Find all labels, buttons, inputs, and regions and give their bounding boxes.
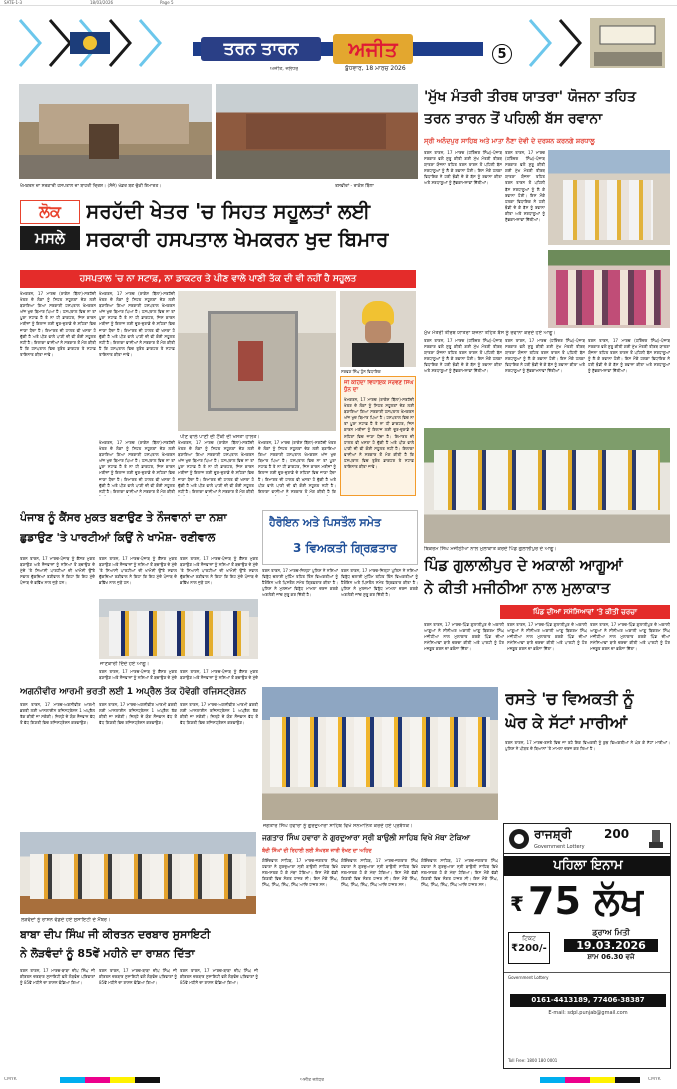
lok-masle-body-col-1: ਖੇਮਕਰਨ, 17 ਮਾਰਚ (ਰਾਕੇਸ਼ ਬਿੱਲਾ)-ਸਰਹੱਦੀ ਖੇਤਰ ਦੇ ਲੋਕਾਂ ਨੂੰ ਸਿਹਤ ਸਹੂਲਤਾਂ ਦੇਣ ਲਈ ਬਣਾਇਆ ਗਿਆ ਸਰਕਾਰੀ ਹਸਪਤਾਲ ਖੇਮਕਰਨ ਅੱਜ ਖੁਦ ਬਿਮਾਰ ਪਿਆ ਹੈ। ਹਸਪਤਾਲ ਵਿਚ ਨਾ ਤਾਂ ਪੂਰਾ ਸਟਾਫ਼ ਹੈ ਤੇ ਨਾ ਹੀ ਡਾਕਟਰ, ਜਿਸ ਕਾਰਨ ਮਰੀਜ਼ਾਂ ਨੂੰ ਇਲਾਜ ਲਈ ਦੂਰ-ਦੁਰਾਡੇ ਦੇ ਸ਼ਹਿਰਾਂ ਵਿਚ ਜਾਣਾ ਪੈਂਦਾ ਹੈ। ਇਮਾਰਤ ਦੀ ਹਾਲਤ ਵੀ ਖਸਤਾ ਹੋ ਚੁੱਕੀ ਹੈ ਅਤੇ ਪੀਣ ਵਾਲੇ ਪਾਣੀ ਦੀ ਵੀ ਕੋਈ ਸਹੂਲਤ ਨਹੀਂ ਹੈ। ਇਲਾਕਾ ਵਾਸੀਆਂ ਨੇ ਸਰਕਾਰ ਤੋਂ ਮੰਗ ਕੀਤੀ ਹੈ ਕਿ ਹਸਪਤਾਲ ਵਿਚ ਤੁਰੰਤ ਡਾਕਟਰ ਤੇ ਸਟਾਫ਼ ਤਾਇਨਾਤ ਕੀਤਾ ਜਾਵੇ। [20, 291, 96, 357]
majithia-body-col-3: ਤਰਨ ਤਾਰਨ, 17 ਮਾਰਚ-ਪਿੰਡ ਗੁਲਾਲੀਪੁਰ ਦੇ ਅਕਾਲੀ ਆਗੂਆਂ ਨੇ ਸੀਨੀਅਰ ਅਕਾਲੀ ਆਗੂ ਬਿਕਰਮ ਸਿੰਘ ਮਜੀਠੀਆ ਨਾਲ ਮੁਲਾਕਾਤ ਕਰਕੇ ਪਿੰਡ ਦੀਆਂ ਸਮੱਸਿਆਵਾਂ ਬਾਰੇ ਚਰਚਾ ਕੀਤੀ ਅਤੇ ਪਾਰਟੀ ਨੂੰ ਹੋਰ ਮਜ਼ਬੂਤ ਕਰਨ ਦਾ ਭਰੋਸਾ ਦਿੱਤਾ। [590, 622, 670, 652]
color-registration-bar-right [540, 1077, 640, 1083]
heroin-headline-1: ਹੈਰੋਇਨ ਅਤੇ ਪਿਸਤੌਲ ਸਮੇਤ [269, 516, 382, 529]
lok-masle-body-col-3: ਖੇਮਕਰਨ, 17 ਮਾਰਚ (ਰਾਕੇਸ਼ ਬਿੱਲਾ)-ਸਰਹੱਦੀ ਖੇਤਰ ਦੇ ਲੋਕਾਂ ਨੂੰ ਸਿਹਤ ਸਹੂਲਤਾਂ ਦੇਣ ਲਈ ਬਣਾਇਆ ਗਿਆ ਸਰਕਾਰੀ ਹਸਪਤਾਲ ਖੇਮਕਰਨ ਅੱਜ ਖੁਦ ਬਿਮਾਰ ਪਿਆ ਹੈ। ਹਸਪਤਾਲ ਵਿਚ ਨਾ ਤਾਂ ਪੂਰਾ ਸਟਾਫ਼ ਹੈ ਤੇ ਨਾ ਹੀ ਡਾਕਟਰ, ਜਿਸ ਕਾਰਨ ਮਰੀਜ਼ਾਂ ਨੂੰ ਇਲਾਜ ਲਈ ਦੂਰ-ਦੁਰਾਡੇ ਦੇ ਸ਼ਹਿਰਾਂ ਵਿਚ ਜਾਣਾ ਪੈਂਦਾ ਹੈ। ਇਮਾਰਤ ਦੀ ਹਾਲਤ ਵੀ ਖਸਤਾ ਹੋ ਚੁੱਕੀ ਹੈ ਅਤੇ ਪੀਣ ਵਾਲੇ ਪਾਣੀ ਦੀ ਵੀ ਕੋਈ ਸਹੂਲਤ ਨਹੀਂ ਹੈ। ਇਲਾਕਾ ਵਾਸੀਆਂ ਨੇ ਸਰਕਾਰ ਤੋਂ ਮੰਗ ਕੀਤੀ [99, 440, 175, 494]
lok-masle-headline-1: ਸਰਹੱਦੀ ਖੇਤਰ 'ਚ ਸਿਹਤ ਸਹੂਲਤਾਂ ਲਈ [86, 199, 371, 223]
masthead-title-left: ਤਰਨ ਤਾਰਨ [223, 39, 299, 59]
print-date: 18/03/2026 [90, 0, 114, 5]
footer-center: ਅਜੀਤ ਜਲੰਧਰ [300, 1078, 325, 1083]
page-number-badge [492, 44, 512, 64]
footer-left: CMYK [4, 1077, 17, 1082]
water-tank-caption: ਪੀਣ ਵਾਲੇ ਪਾਣੀ ਦੀ ਟੈਂਕੀ ਦੀ ਖਸਤਾ ਹਾਲਤ। [180, 434, 260, 440]
lok-masle-headline-2: ਸਰਕਾਰੀ ਹਸਪਤਾਲ ਖੇਮਕਰਨ ਖੁਦ ਬਿਮਾਰ [86, 227, 389, 251]
lottery-number: 200 [604, 827, 630, 841]
print-page: Page 5 [160, 0, 174, 5]
agniveer-body-col-1: ਤਰਨ ਤਾਰਨ, 17 ਮਾਰਚ-ਅਗਨੀਵੀਰ ਆਰਮੀ ਭਰਤੀ ਲਈ ਆਨਲਾਈਨ ਰਜਿਸਟ੍ਰੇਸ਼ਨ 1 ਅਪ੍ਰੈਲ ਤੱਕ ਕੀਤੀ ਜਾ ਸਕੇਗੀ। ਜ਼ਿਲ੍ਹੇ ਦੇ ਯੋਗ ਨੌਜਵਾਨ ਵੱਧ ਤੋਂ ਵੱਧ ਗਿਣਤੀ ਵਿਚ ਰਜਿਸਟ੍ਰੇਸ਼ਨ ਕਰਵਾਉਣ। [20, 702, 95, 726]
page-footer [0, 1073, 677, 1089]
baba-deep-photo-caption: ਲੋੜਵੰਦਾਂ ਨੂੰ ਰਾਸ਼ਨ ਵੰਡਦੇ ਹੋਏ ਸੁਸਾਇਟੀ ਦੇ ਮੈਂਬਰ। [21, 917, 111, 923]
masthead-sub: ਅਜੀਤ, ਜਲੰਧਰ [270, 66, 299, 72]
lottery-email: E-mail: sdpl.punjab@gmail.com [548, 1010, 628, 1016]
color-registration-bar [60, 1077, 160, 1083]
lok-masle-strap: ਹਸਪਤਾਲ 'ਚ ਨਾ ਸਟਾਫ਼, ਨਾ ਡਾਕਟਰ ਤੇ ਪੀਣ ਵਾਲੇ ਪਾਣੀ ਤੱਕ ਦੀ ਵੀ ਨਹੀਂ ਹੈ ਸਹੂਲਤ [20, 270, 416, 288]
cancer-body-col-2: ਤਰਨ ਤਾਰਨ, 17 ਮਾਰਚ-ਪੰਜਾਬ ਨੂੰ ਕੈਂਸਰ ਮੁਕਤ ਬਣਾਉਣ ਅਤੇ ਨੌਜਵਾਨਾਂ ਨੂੰ ਨਸ਼ਿਆਂ ਤੋਂ ਬਚਾਉਣ ਦੇ ਮੁੱਦੇ 'ਤੇ ਸਿਆਸੀ ਪਾਰਟੀਆਂ ਦੀ ਖਾਮੋਸ਼ੀ ਉੱਤੇ ਸਵਾਲ ਚੁੱਕਦਿਆਂ ਰਣੀਵਾਲ ਨੇ ਕਿਹਾ ਕਿ ਇਹ ਮੁੱਦੇ ਪੰਜਾਬ ਦੇ ਭਵਿੱਖ ਨਾਲ ਜੁੜੇ ਹਨ। [99, 556, 177, 586]
yatra-body-col-5: ਤਰਨ ਤਾਰਨ, 17 ਮਾਰਚ (ਹਰਿੰਦਰ ਸਿੰਘ)-ਪੰਜਾਬ ਸਰਕਾਰ ਵਲੋਂ ਸ਼ੁਰੂ ਕੀਤੀ ਗਈ ਮੁੱਖ ਮੰਤਰੀ ਤੀਰਥ ਯਾਤਰਾ ਯੋਜਨਾ ਤਹਿਤ ਤਰਨ ਤਾਰਨ ਤੋਂ ਪਹਿਲੀ ਬੱਸ ਸ਼ਰਧਾਲੂਆਂ ਨੂੰ ਲੈ ਕੇ ਰਵਾਨਾ ਹੋਈ। ਇਸ ਮੌਕੇ ਹਲਕਾ ਵਿਧਾਇਕ ਨੇ ਹਰੀ ਝੰਡੀ ਦੇ ਕੇ ਬੱਸ ਨੂੰ ਰਵਾਨਾ ਕੀਤਾ ਅਤੇ ਸ਼ਰਧਾਲੂਆਂ ਨੂੰ ਸ਼ੁੱਭਕਾਮਨਾਵਾਂ ਦਿੱਤੀਆਂ। [588, 338, 670, 374]
masthead-pattern-left-icon [10, 12, 180, 74]
lottery-sub: Government Lottery [534, 844, 585, 850]
lottery-prize-symbol: ₹ [510, 892, 524, 916]
mla-portrait-name: ਸਰਵਣ ਸਿੰਘ ਧੁੰਨ ਵਿਧਾਇਕ [341, 369, 381, 374]
majithia-body-col-1: ਤਰਨ ਤਾਰਨ, 17 ਮਾਰਚ-ਪਿੰਡ ਗੁਲਾਲੀਪੁਰ ਦੇ ਅਕਾਲੀ ਆਗੂਆਂ ਨੇ ਸੀਨੀਅਰ ਅਕਾਲੀ ਆਗੂ ਬਿਕਰਮ ਸਿੰਘ ਮਜੀਠੀਆ ਨਾਲ ਮੁਲਾਕਾਤ ਕਰਕੇ ਪਿੰਡ ਦੀਆਂ ਸਮੱਸਿਆਵਾਂ ਬਾਰੇ ਚਰਚਾ ਕੀਤੀ ਅਤੇ ਪਾਰਟੀ ਨੂੰ ਹੋਰ ਮਜ਼ਬੂਤ ਕਰਨ ਦਾ ਭਰੋਸਾ ਦਿੱਤਾ। [424, 622, 504, 652]
majithia-strap: ਪਿੰਡ ਦੀਆਂ ਸਮੱਸਿਆਵਾਂ 'ਤੇ ਕੀਤੀ ਚਰਚਾ [500, 605, 670, 619]
govt-emblem-icon [646, 828, 666, 850]
jagtar-photo-caption: ਜਗਤਾਰ ਸਿੰਘ ਹਵਾਰਾ ਨੂੰ ਗੁਰਦੁਆਰਾ ਸਾਹਿਬ ਵਿਖੇ ਸਨਮਾਨਿਤ ਕਰਦੇ ਹੋਏ ਪ੍ਰਬੰਧਕ। [263, 823, 413, 829]
mla-portrait [340, 291, 416, 367]
cancer-headline-1: ਪੰਜਾਬ ਨੂੰ ਕੈਂਸਰ ਮੁਕਤ ਬਣਾਉਣ ਤੇ ਨੌਜਵਾਨਾਂ ਦਾ ਨਸ਼ਾ [20, 511, 227, 524]
jagtar-body-col-3: ਗੋਇੰਦਵਾਲ ਸਾਹਿਬ, 17 ਮਾਰਚ-ਜਗਤਾਰ ਸਿੰਘ ਹਵਾਰਾ ਨੇ ਗੁਰਦੁਆਰਾ ਸ੍ਰੀ ਬਾਉਲੀ ਸਾਹਿਬ ਵਿਖੇ ਨਤਮਸਤਕ ਹੋ ਕੇ ਮੱਥਾ ਟੇਕਿਆ। ਇਸ ਮੌਕੇ ਵੱਡੀ ਗਿਣਤੀ ਵਿਚ ਸੰਗਤ ਹਾਜ਼ਰ ਸੀ। ਇਸ ਮੌਕੇ ਸਿੰਘ, ਸਿੰਘ, ਸਿੰਘ, ਸਿੰਘ, ਸਿੰਘ ਆਦਿ ਹਾਜ਼ਰ ਸਨ। [421, 858, 498, 888]
agniveer-body-col-3: ਤਰਨ ਤਾਰਨ, 17 ਮਾਰਚ-ਅਗਨੀਵੀਰ ਆਰਮੀ ਭਰਤੀ ਲਈ ਆਨਲਾਈਨ ਰਜਿਸਟ੍ਰੇਸ਼ਨ 1 ਅਪ੍ਰੈਲ ਤੱਕ ਕੀਤੀ ਜਾ ਸਕੇਗੀ। ਜ਼ਿਲ੍ਹੇ ਦੇ ਯੋਗ ਨੌਜਵਾਨ ਵੱਧ ਤੋਂ ਵੱਧ ਗਿਣਤੀ ਵਿਚ ਰਜਿਸਟ੍ਰੇਸ਼ਨ ਕਰਵਾਉਣ। [180, 702, 258, 726]
jagtar-strap: ਬੰਦੀ ਸਿੰਘਾਂ ਦੀ ਰਿਹਾਈ ਲਈ ਸੰਘਰਸ਼ ਜਾਰੀ ਰੱਖਣ ਦਾ ਅਹਿਦ [262, 848, 372, 854]
heroin-headline-box [262, 510, 418, 565]
masthead [0, 8, 677, 80]
masthead-title-right-box [333, 34, 413, 64]
mla-quote-title: ਜੀ ਕਹਿੰਦਾ ਵਿਧਾਇਕ ਸਰਵਣ ਸਿੰਘ ਧੁੰਨ ਦਾ [344, 380, 414, 393]
agniveer-headline: ਅਗਨੀਵੀਰ ਆਰਮੀ ਭਰਤੀ ਲਈ 1 ਅਪ੍ਰੈਲ ਤੱਕ ਹੋਵੇਗੀ ਰਜਿਸਟ੍ਰੇਸ਼ਨ [20, 687, 247, 697]
mla-quote-body: ਖੇਮਕਰਨ, 17 ਮਾਰਚ (ਰਾਕੇਸ਼ ਬਿੱਲਾ)-ਸਰਹੱਦੀ ਖੇਤਰ ਦੇ ਲੋਕਾਂ ਨੂੰ ਸਿਹਤ ਸਹੂਲਤਾਂ ਦੇਣ ਲਈ ਬਣਾਇਆ ਗਿਆ ਸਰਕਾਰੀ ਹਸਪਤਾਲ ਖੇਮਕਰਨ ਅੱਜ ਖੁਦ ਬਿਮਾਰ ਪਿਆ ਹੈ। ਹਸਪਤਾਲ ਵਿਚ ਨਾ ਤਾਂ ਪੂਰਾ ਸਟਾਫ਼ ਹੈ ਤੇ ਨਾ ਹੀ ਡਾਕਟਰ, ਜਿਸ ਕਾਰਨ ਮਰੀਜ਼ਾਂ ਨੂੰ ਇਲਾਜ ਲਈ ਦੂਰ-ਦੁਰਾਡੇ ਦੇ ਸ਼ਹਿਰਾਂ ਵਿਚ ਜਾਣਾ ਪੈਂਦਾ ਹੈ। ਇਮਾਰਤ ਦੀ ਹਾਲਤ ਵੀ ਖਸਤਾ ਹੋ ਚੁੱਕੀ ਹੈ ਅਤੇ ਪੀਣ ਵਾਲੇ ਪਾਣੀ ਦੀ ਵੀ ਕੋਈ ਸਹੂਲਤ ਨਹੀਂ ਹੈ। ਇਲਾਕਾ ਵਾਸੀਆਂ ਨੇ ਸਰਕਾਰ ਤੋਂ ਮੰਗ ਕੀਤੀ ਹੈ ਕਿ ਹਸਪਤਾਲ ਵਿਚ ਤੁਰੰਤ ਡਾਕਟਰ ਤੇ ਸਟਾਫ਼ ਤਾਇਨਾਤ ਕੀਤਾ ਜਾਵੇ। [344, 397, 414, 470]
cancer-body-col-5: ਤਰਨ ਤਾਰਨ, 17 ਮਾਰਚ-ਪੰਜਾਬ ਨੂੰ ਕੈਂਸਰ ਮੁਕਤ ਬਣਾਉਣ ਅਤੇ ਨੌਜਵਾਨਾਂ ਨੂੰ ਨਸ਼ਿਆਂ ਤੋਂ ਬਚਾਉਣ ਦੇ ਮੁੱਦੇ [180, 669, 258, 681]
baba-deep-body-col-3: ਤਰਨ ਤਾਰਨ, 17 ਮਾਰਚ-ਬਾਬਾ ਦੀਪ ਸਿੰਘ ਜੀ ਕੀਰਤਨ ਦਰਬਾਰ ਸੁਸਾਇਟੀ ਵਲੋਂ ਲੋੜਵੰਦ ਪਰਿਵਾਰਾਂ ਨੂੰ 85ਵੇਂ ਮਹੀਨੇ ਦਾ ਰਾਸ਼ਨ ਵੰਡਿਆ ਗਿਆ। [180, 968, 258, 986]
heroin-body-col-2: ਤਰਨ ਤਾਰਨ, 17 ਮਾਰਚ-ਜ਼ਿਲ੍ਹਾ ਪੁਲਿਸ ਨੇ ਨਸ਼ਿਆਂ ਵਿਰੁੱਧ ਚਲਾਈ ਮੁਹਿੰਮ ਤਹਿਤ ਤਿੰਨ ਵਿਅਕਤੀਆਂ ਨੂੰ ਹੈਰੋਇਨ ਅਤੇ ਪਿਸਤੌਲ ਸਮੇਤ ਗ੍ਰਿਫ਼ਤਾਰ ਕੀਤਾ ਹੈ। ਪੁਲਿਸ ਨੇ ਮੁਲਜ਼ਮਾਂ ਵਿਰੁੱਧ ਮਾਮਲਾ ਦਰਜ ਕਰਕੇ ਅਗਲੇਰੀ ਜਾਂਚ ਸ਼ੁਰੂ ਕਰ ਦਿੱਤੀ ਹੈ। [341, 568, 418, 598]
lottery-phone: 0161-4413189, 77406-38387 [510, 994, 666, 1007]
jagtar-headline: ਜਗਤਾਰ ਸਿੰਘ ਹਵਾਰਾ ਨੇ ਗੁਰਦੁਆਰਾ ਸ੍ਰੀ ਬਾਉਲੀ ਸਾਹਿਬ ਵਿਖੇ ਮੱਥਾ ਟੇਕਿਆ [262, 833, 471, 842]
majithia-photo-caption: ਬਿਕਰਮ ਸਿੰਘ ਮਜੀਠੀਆ ਨਾਲ ਮੁਲਾਕਾਤ ਕਰਦੇ ਪਿੰਡ ਗੁਲਾਲੀਪੁਰ ਦੇ ਆਗੂ। [424, 546, 557, 552]
lottery-ticket-label: ਟਿਕਟ [522, 935, 536, 942]
lottery-logo-icon [508, 828, 530, 850]
masthead-date: ਬੁੱਧਵਾਰ, 18 ਮਾਰਚ 2026 [345, 65, 406, 72]
lok-masle-tag [20, 200, 80, 252]
yatra-headline-1: 'ਮੁੱਖ ਮੰਤਰੀ ਤੀਰਥ ਯਾਤਰਾ' ਯੋਜਨਾ ਤਹਿਤ [424, 89, 636, 105]
lok-masle-body-col-4: ਖੇਮਕਰਨ, 17 ਮਾਰਚ (ਰਾਕੇਸ਼ ਬਿੱਲਾ)-ਸਰਹੱਦੀ ਖੇਤਰ ਦੇ ਲੋਕਾਂ ਨੂੰ ਸਿਹਤ ਸਹੂਲਤਾਂ ਦੇਣ ਲਈ ਬਣਾਇਆ ਗਿਆ ਸਰਕਾਰੀ ਹਸਪਤਾਲ ਖੇਮਕਰਨ ਅੱਜ ਖੁਦ ਬਿਮਾਰ ਪਿਆ ਹੈ। ਹਸਪਤਾਲ ਵਿਚ ਨਾ ਤਾਂ ਪੂਰਾ ਸਟਾਫ਼ ਹੈ ਤੇ ਨਾ ਹੀ ਡਾਕਟਰ, ਜਿਸ ਕਾਰਨ ਮਰੀਜ਼ਾਂ ਨੂੰ ਇਲਾਜ ਲਈ ਦੂਰ-ਦੁਰਾਡੇ ਦੇ ਸ਼ਹਿਰਾਂ ਵਿਚ ਜਾਣਾ ਪੈਂਦਾ ਹੈ। ਇਮਾਰਤ ਦੀ ਹਾਲਤ ਵੀ ਖਸਤਾ ਹੋ ਚੁੱਕੀ ਹੈ ਅਤੇ ਪੀਣ ਵਾਲੇ ਪਾਣੀ ਦੀ ਵੀ ਕੋਈ ਸਹੂਲਤ ਨਹੀਂ ਹੈ। ਇਲਾਕਾ ਵਾਸੀਆਂ ਨੇ ਸਰਕਾਰ ਤੋਂ ਮੰਗ ਕੀਤੀ [178, 440, 254, 494]
print-info-bar [0, 0, 677, 6]
lottery-ticket-box [508, 932, 550, 964]
heroin-body-col-1: ਤਰਨ ਤਾਰਨ, 17 ਮਾਰਚ-ਜ਼ਿਲ੍ਹਾ ਪੁਲਿਸ ਨੇ ਨਸ਼ਿਆਂ ਵਿਰੁੱਧ ਚਲਾਈ ਮੁਹਿੰਮ ਤਹਿਤ ਤਿੰਨ ਵਿਅਕਤੀਆਂ ਨੂੰ ਹੈਰੋਇਨ ਅਤੇ ਪਿਸਤੌਲ ਸਮੇਤ ਗ੍ਰਿਫ਼ਤਾਰ ਕੀਤਾ ਹੈ। ਪੁਲਿਸ ਨੇ ਮੁਲਜ਼ਮਾਂ ਵਿਰੁੱਧ ਮਾਮਲਾ ਦਰਜ ਕਰਕੇ ਅਗਲੇਰੀ ਜਾਂਚ ਸ਼ੁਰੂ ਕਰ ਦਿੱਤੀ ਹੈ। [262, 568, 338, 598]
cancer-photo [99, 599, 258, 659]
rastey-headline-1: ਰਸਤੇ 'ਚ ਵਿਅਕਤੀ ਨੂੰ [505, 689, 634, 708]
lottery-ticket-price: ₹200/- [511, 943, 547, 954]
jagtar-body-col-2: ਗੋਇੰਦਵਾਲ ਸਾਹਿਬ, 17 ਮਾਰਚ-ਜਗਤਾਰ ਸਿੰਘ ਹਵਾਰਾ ਨੇ ਗੁਰਦੁਆਰਾ ਸ੍ਰੀ ਬਾਉਲੀ ਸਾਹਿਬ ਵਿਖੇ ਨਤਮਸਤਕ ਹੋ ਕੇ ਮੱਥਾ ਟੇਕਿਆ। ਇਸ ਮੌਕੇ ਵੱਡੀ ਗਿਣਤੀ ਵਿਚ ਸੰਗਤ ਹਾਜ਼ਰ ਸੀ। ਇਸ ਮੌਕੇ ਸਿੰਘ, ਸਿੰਘ, ਸਿੰਘ, ਸਿੰਘ, ਸਿੰਘ ਆਦਿ ਹਾਜ਼ਰ ਸਨ। [341, 858, 418, 888]
top-photo-caption: ਖੇਮਕਰਨ ਦਾ ਸਰਕਾਰੀ ਹਸਪਤਾਲ ਦਾ ਬਾਹਰੀ ਦ੍ਰਿਸ਼। (ਸੱਜੇ) ਖੰਡਰ ਬਣ ਚੁੱਕੀ ਇਮਾਰਤ। [20, 184, 162, 189]
majithia-headline-1: ਪਿੰਡ ਗੁਲਾਲੀਪੁਰ ਦੇ ਅਕਾਲੀ ਆਗੂਆਂ [424, 556, 623, 574]
lottery-prize-label: ਪਹਿਲਾ ਇਨਾਮ [504, 856, 671, 876]
cancer-photo-caption: ਜਾਣਕਾਰੀ ਦਿੰਦੇ ਹੋਏ ਆਗੂ। [100, 661, 150, 667]
masthead-pattern-right-icon [520, 12, 670, 74]
cancer-headline-2: ਛੁਡਾਉਣ 'ਤੇ ਪਾਰਟੀਆਂ ਕਿਉਂ ਨੇ ਖਾਮੋਸ਼- ਰਣੀਵਾਲ [20, 531, 216, 544]
print-file: SATE-1-3 [4, 0, 22, 5]
yatra-photo-2 [548, 250, 670, 328]
lottery-draw-label: ਡ੍ਰਾਅ ਮਿਤੀ [592, 928, 630, 937]
agniveer-body-col-2: ਤਰਨ ਤਾਰਨ, 17 ਮਾਰਚ-ਅਗਨੀਵੀਰ ਆਰਮੀ ਭਰਤੀ ਲਈ ਆਨਲਾਈਨ ਰਜਿਸਟ੍ਰੇਸ਼ਨ 1 ਅਪ੍ਰੈਲ ਤੱਕ ਕੀਤੀ ਜਾ ਸਕੇਗੀ। ਜ਼ਿਲ੍ਹੇ ਦੇ ਯੋਗ ਨੌਜਵਾਨ ਵੱਧ ਤੋਂ ਵੱਧ ਗਿਣਤੀ ਵਿਚ ਰਜਿਸਟ੍ਰੇਸ਼ਨ ਕਰਵਾਉਣ। [99, 702, 177, 726]
baba-deep-body-col-1: ਤਰਨ ਤਾਰਨ, 17 ਮਾਰਚ-ਬਾਬਾ ਦੀਪ ਸਿੰਘ ਜੀ ਕੀਰਤਨ ਦਰਬਾਰ ਸੁਸਾਇਟੀ ਵਲੋਂ ਲੋੜਵੰਦ ਪਰਿਵਾਰਾਂ ਨੂੰ 85ਵੇਂ ਮਹੀਨੇ ਦਾ ਰਾਸ਼ਨ ਵੰਡਿਆ ਗਿਆ। [20, 968, 95, 986]
lottery-prize-amount: 75 ਲੱਖ [528, 879, 644, 923]
cancer-body-col-1: ਤਰਨ ਤਾਰਨ, 17 ਮਾਰਚ-ਪੰਜਾਬ ਨੂੰ ਕੈਂਸਰ ਮੁਕਤ ਬਣਾਉਣ ਅਤੇ ਨੌਜਵਾਨਾਂ ਨੂੰ ਨਸ਼ਿਆਂ ਤੋਂ ਬਚਾਉਣ ਦੇ ਮੁੱਦੇ 'ਤੇ ਸਿਆਸੀ ਪਾਰਟੀਆਂ ਦੀ ਖਾਮੋਸ਼ੀ ਉੱਤੇ ਸਵਾਲ ਚੁੱਕਦਿਆਂ ਰਣੀਵਾਲ ਨੇ ਕਿਹਾ ਕਿ ਇਹ ਮੁੱਦੇ ਪੰਜਾਬ ਦੇ ਭਵਿੱਖ ਨਾਲ ਜੁੜੇ ਹਨ। [20, 556, 95, 586]
lottery-fine-print: Government Lottery [508, 975, 549, 980]
cancer-body-col-3: ਤਰਨ ਤਾਰਨ, 17 ਮਾਰਚ-ਪੰਜਾਬ ਨੂੰ ਕੈਂਸਰ ਮੁਕਤ ਬਣਾਉਣ ਅਤੇ ਨੌਜਵਾਨਾਂ ਨੂੰ ਨਸ਼ਿਆਂ ਤੋਂ ਬਚਾਉਣ ਦੇ ਮੁੱਦੇ 'ਤੇ ਸਿਆਸੀ ਪਾਰਟੀਆਂ ਦੀ ਖਾਮੋਸ਼ੀ ਉੱਤੇ ਸਵਾਲ ਚੁੱਕਦਿਆਂ ਰਣੀਵਾਲ ਨੇ ਕਿਹਾ ਕਿ ਇਹ ਮੁੱਦੇ ਪੰਜਾਬ ਦੇ ਭਵਿੱਖ ਨਾਲ ਜੁੜੇ ਹਨ। [180, 556, 258, 586]
baba-deep-headline-1: ਬਾਬਾ ਦੀਪ ਸਿੰਘ ਜੀ ਕੀਰਤਨ ਦਰਬਾਰ ਸੁਸਾਇਟੀ [20, 928, 211, 941]
lottery-footer: Toll Free: 1800 180 0001 [508, 1058, 558, 1063]
jagtar-photo [262, 687, 498, 820]
yatra-body-col-2: ਤਰਨ ਤਾਰਨ, 17 ਮਾਰਚ (ਹਰਿੰਦਰ ਸਿੰਘ)-ਪੰਜਾਬ ਸਰਕਾਰ ਵਲੋਂ ਸ਼ੁਰੂ ਕੀਤੀ ਗਈ ਮੁੱਖ ਮੰਤਰੀ ਤੀਰਥ ਯਾਤਰਾ ਯੋਜਨਾ ਤਹਿਤ ਤਰਨ ਤਾਰਨ ਤੋਂ ਪਹਿਲੀ ਬੱਸ ਸ਼ਰਧਾਲੂਆਂ ਨੂੰ ਲੈ ਕੇ ਰਵਾਨਾ ਹੋਈ। ਇਸ ਮੌਕੇ ਹਲਕਾ ਵਿਧਾਇਕ ਨੇ ਹਰੀ ਝੰਡੀ ਦੇ ਕੇ ਬੱਸ ਨੂੰ ਰਵਾਨਾ ਕੀਤਾ ਅਤੇ ਸ਼ਰਧਾਲੂਆਂ ਨੂੰ ਸ਼ੁੱਭਕਾਮਨਾਵਾਂ ਦਿੱਤੀਆਂ। [505, 150, 545, 223]
lottery-draw-time: ਸ਼ਾਮ 06.30 ਵਜੇ [587, 953, 635, 961]
footer-right: CMYK [648, 1077, 661, 1082]
yatra-body-col-3: ਤਰਨ ਤਾਰਨ, 17 ਮਾਰਚ (ਹਰਿੰਦਰ ਸਿੰਘ)-ਪੰਜਾਬ ਸਰਕਾਰ ਵਲੋਂ ਸ਼ੁਰੂ ਕੀਤੀ ਗਈ ਮੁੱਖ ਮੰਤਰੀ ਤੀਰਥ ਯਾਤਰਾ ਯੋਜਨਾ ਤਹਿਤ ਤਰਨ ਤਾਰਨ ਤੋਂ ਪਹਿਲੀ ਬੱਸ ਸ਼ਰਧਾਲੂਆਂ ਨੂੰ ਲੈ ਕੇ ਰਵਾਨਾ ਹੋਈ। ਇਸ ਮੌਕੇ ਹਲਕਾ ਵਿਧਾਇਕ ਨੇ ਹਰੀ ਝੰਡੀ ਦੇ ਕੇ ਬੱਸ ਨੂੰ ਰਵਾਨਾ ਕੀਤਾ ਅਤੇ ਸ਼ਰਧਾਲੂਆਂ ਨੂੰ ਸ਼ੁੱਭਕਾਮਨਾਵਾਂ ਦਿੱਤੀਆਂ। [424, 338, 502, 374]
yatra-body-col-4: ਤਰਨ ਤਾਰਨ, 17 ਮਾਰਚ (ਹਰਿੰਦਰ ਸਿੰਘ)-ਪੰਜਾਬ ਸਰਕਾਰ ਵਲੋਂ ਸ਼ੁਰੂ ਕੀਤੀ ਗਈ ਮੁੱਖ ਮੰਤਰੀ ਤੀਰਥ ਯਾਤਰਾ ਯੋਜਨਾ ਤਹਿਤ ਤਰਨ ਤਾਰਨ ਤੋਂ ਪਹਿਲੀ ਬੱਸ ਸ਼ਰਧਾਲੂਆਂ ਨੂੰ ਲੈ ਕੇ ਰਵਾਨਾ ਹੋਈ। ਇਸ ਮੌਕੇ ਹਲਕਾ ਵਿਧਾਇਕ ਨੇ ਹਰੀ ਝੰਡੀ ਦੇ ਕੇ ਬੱਸ ਨੂੰ ਰਵਾਨਾ ਕੀਤਾ ਅਤੇ ਸ਼ਰਧਾਲੂਆਂ ਨੂੰ ਸ਼ੁੱਭਕਾਮਨਾਵਾਂ ਦਿੱਤੀਆਂ। [505, 338, 585, 374]
majithia-body-col-2: ਤਰਨ ਤਾਰਨ, 17 ਮਾਰਚ-ਪਿੰਡ ਗੁਲਾਲੀਪੁਰ ਦੇ ਅਕਾਲੀ ਆਗੂਆਂ ਨੇ ਸੀਨੀਅਰ ਅਕਾਲੀ ਆਗੂ ਬਿਕਰਮ ਸਿੰਘ ਮਜੀਠੀਆ ਨਾਲ ਮੁਲਾਕਾਤ ਕਰਕੇ ਪਿੰਡ ਦੀਆਂ ਸਮੱਸਿਆਵਾਂ ਬਾਰੇ ਚਰਚਾ ਕੀਤੀ ਅਤੇ ਪਾਰਟੀ ਨੂੰ ਹੋਰ ਮਜ਼ਬੂਤ ਕਰਨ ਦਾ ਭਰੋਸਾ ਦਿੱਤਾ। [507, 622, 587, 652]
jagtar-body-col-1: ਗੋਇੰਦਵਾਲ ਸਾਹਿਬ, 17 ਮਾਰਚ-ਜਗਤਾਰ ਸਿੰਘ ਹਵਾਰਾ ਨੇ ਗੁਰਦੁਆਰਾ ਸ੍ਰੀ ਬਾਉਲੀ ਸਾਹਿਬ ਵਿਖੇ ਨਤਮਸਤਕ ਹੋ ਕੇ ਮੱਥਾ ਟੇਕਿਆ। ਇਸ ਮੌਕੇ ਵੱਡੀ ਗਿਣਤੀ ਵਿਚ ਸੰਗਤ ਹਾਜ਼ਰ ਸੀ। ਇਸ ਮੌਕੇ ਸਿੰਘ, ਸਿੰਘ, ਸਿੰਘ, ਸਿੰਘ, ਸਿੰਘ ਆਦਿ ਹਾਜ਼ਰ ਸਨ। [262, 858, 338, 888]
lottery-ad [503, 823, 671, 1069]
baba-deep-photo [20, 832, 256, 914]
yatra-body-col-1: ਤਰਨ ਤਾਰਨ, 17 ਮਾਰਚ (ਹਰਿੰਦਰ ਸਿੰਘ)-ਪੰਜਾਬ ਸਰਕਾਰ ਵਲੋਂ ਸ਼ੁਰੂ ਕੀਤੀ ਗਈ ਮੁੱਖ ਮੰਤਰੀ ਤੀਰਥ ਯਾਤਰਾ ਯੋਜਨਾ ਤਹਿਤ ਤਰਨ ਤਾਰਨ ਤੋਂ ਪਹਿਲੀ ਬੱਸ ਸ਼ਰਧਾਲੂਆਂ ਨੂੰ ਲੈ ਕੇ ਰਵਾਨਾ ਹੋਈ। ਇਸ ਮੌਕੇ ਹਲਕਾ ਵਿਧਾਇਕ ਨੇ ਹਰੀ ਝੰਡੀ ਦੇ ਕੇ ਬੱਸ ਨੂੰ ਰਵਾਨਾ ਕੀਤਾ ਅਤੇ ਸ਼ਰਧਾਲੂਆਂ ਨੂੰ ਸ਼ੁੱਭਕਾਮਨਾਵਾਂ ਦਿੱਤੀਆਂ। [424, 150, 502, 186]
yatra-strap: ਸ੍ਰੀ ਅਨੰਦਪੁਰ ਸਾਹਿਬ ਅਤੇ ਮਾਤਾ ਨੈਣਾ ਦੇਵੀ ਦੇ ਦਰਸ਼ਨ ਕਰਨਗੇ ਸ਼ਰਧਾਲੂ [424, 137, 595, 145]
heroin-headline-2: 3 ਵਿਅਕਤੀ ਗ੍ਰਿਫ਼ਤਾਰ [293, 541, 397, 555]
page-number: 5 [497, 46, 507, 62]
lottery-draw-date: 19.03.2026 [564, 939, 658, 952]
yatra-photo-caption: ਮੁੱਖ ਮੰਤਰੀ ਤੀਰਥ ਯਾਤਰਾ ਯੋਜਨਾ ਤਹਿਤ ਬੱਸ ਨੂੰ ਰਵਾਨਾ ਕਰਦੇ ਹੋਏ ਆਗੂ। [424, 330, 556, 336]
baba-deep-headline-2: ਨੇ ਲੋੜਵੰਦਾਂ ਨੂੰ 85ਵੇਂ ਮਹੀਨੇ ਦਾ ਰਾਸ਼ਨ ਦਿੱਤਾ [20, 947, 195, 960]
water-tank-photo [178, 291, 336, 431]
lok-masle-tag-top: ਲੋਕ [39, 202, 61, 221]
yatra-headline-2: ਤਰਨ ਤਾਰਨ ਤੋਂ ਪਹਿਲੀ ਬੱਸ ਰਵਾਨਾ [424, 111, 603, 127]
cancer-body-col-4: ਤਰਨ ਤਾਰਨ, 17 ਮਾਰਚ-ਪੰਜਾਬ ਨੂੰ ਕੈਂਸਰ ਮੁਕਤ ਬਣਾਉਣ ਅਤੇ ਨੌਜਵਾਨਾਂ ਨੂੰ ਨਸ਼ਿਆਂ ਤੋਂ ਬਚਾਉਣ ਦੇ ਮੁੱਦੇ [99, 669, 177, 681]
rastey-body-col-1: ਤਰਨ ਤਾਰਨ, 17 ਮਾਰਚ-ਰਸਤੇ ਵਿਚ ਜਾ ਰਹੇ ਇਕ ਵਿਅਕਤੀ ਨੂੰ ਕੁਝ ਵਿਅਕਤੀਆਂ ਨੇ ਘੇਰ ਕੇ ਸੱਟਾਂ ਮਾਰੀਆਂ। ਪੁਲਿਸ ਨੇ ਪੀੜਤ ਦੇ ਬਿਆਨਾਂ 'ਤੇ ਮਾਮਲਾ ਦਰਜ ਕਰ ਲਿਆ ਹੈ। [505, 740, 670, 752]
majithia-photo [424, 428, 670, 543]
yatra-photo-1 [548, 150, 670, 245]
lottery-brand: ਰਾਜਸ਼੍ਰੀ [534, 827, 572, 841]
rastey-headline-2: ਘੇਰ ਕੇ ਸੱਟਾਂ ਮਾਰੀਆਂ [505, 713, 628, 732]
masthead-title-right: ਅਜੀਤ [348, 37, 398, 61]
top-photo-credit: ਤਸਵੀਰਾਂ - ਰਾਕੇਸ਼ ਬਿੱਲਾ [335, 184, 374, 189]
majithia-headline-2: ਨੇ ਕੀਤੀ ਮਜੀਠੀਆ ਨਾਲ ਮੁਲਾਕਾਤ [424, 579, 611, 597]
hospital-photo-1 [19, 84, 212, 179]
masthead-title-left-box [201, 37, 321, 61]
lok-masle-body-col-2: ਖੇਮਕਰਨ, 17 ਮਾਰਚ (ਰਾਕੇਸ਼ ਬਿੱਲਾ)-ਸਰਹੱਦੀ ਖੇਤਰ ਦੇ ਲੋਕਾਂ ਨੂੰ ਸਿਹਤ ਸਹੂਲਤਾਂ ਦੇਣ ਲਈ ਬਣਾਇਆ ਗਿਆ ਸਰਕਾਰੀ ਹਸਪਤਾਲ ਖੇਮਕਰਨ ਅੱਜ ਖੁਦ ਬਿਮਾਰ ਪਿਆ ਹੈ। ਹਸਪਤਾਲ ਵਿਚ ਨਾ ਤਾਂ ਪੂਰਾ ਸਟਾਫ਼ ਹੈ ਤੇ ਨਾ ਹੀ ਡਾਕਟਰ, ਜਿਸ ਕਾਰਨ ਮਰੀਜ਼ਾਂ ਨੂੰ ਇਲਾਜ ਲਈ ਦੂਰ-ਦੁਰਾਡੇ ਦੇ ਸ਼ਹਿਰਾਂ ਵਿਚ ਜਾਣਾ ਪੈਂਦਾ ਹੈ। ਇਮਾਰਤ ਦੀ ਹਾਲਤ ਵੀ ਖਸਤਾ ਹੋ ਚੁੱਕੀ ਹੈ ਅਤੇ ਪੀਣ ਵਾਲੇ ਪਾਣੀ ਦੀ ਵੀ ਕੋਈ ਸਹੂਲਤ ਨਹੀਂ ਹੈ। ਇਲਾਕਾ ਵਾਸੀਆਂ ਨੇ ਸਰਕਾਰ ਤੋਂ ਮੰਗ ਕੀਤੀ ਹੈ ਕਿ ਹਸਪਤਾਲ ਵਿਚ ਤੁਰੰਤ ਡਾਕਟਰ ਤੇ ਸਟਾਫ਼ ਤਾਇਨਾਤ ਕੀਤਾ ਜਾਵੇ। [99, 291, 175, 357]
hospital-photo-2 [216, 84, 418, 179]
lottery-draw-box [554, 928, 668, 968]
mla-quote-box [340, 376, 416, 496]
baba-deep-body-col-2: ਤਰਨ ਤਾਰਨ, 17 ਮਾਰਚ-ਬਾਬਾ ਦੀਪ ਸਿੰਘ ਜੀ ਕੀਰਤਨ ਦਰਬਾਰ ਸੁਸਾਇਟੀ ਵਲੋਂ ਲੋੜਵੰਦ ਪਰਿਵਾਰਾਂ ਨੂੰ 85ਵੇਂ ਮਹੀਨੇ ਦਾ ਰਾਸ਼ਨ ਵੰਡਿਆ ਗਿਆ। [99, 968, 177, 986]
masthead-title-bar [193, 37, 483, 62]
lok-masle-body-col-5: ਖੇਮਕਰਨ, 17 ਮਾਰਚ (ਰਾਕੇਸ਼ ਬਿੱਲਾ)-ਸਰਹੱਦੀ ਖੇਤਰ ਦੇ ਲੋਕਾਂ ਨੂੰ ਸਿਹਤ ਸਹੂਲਤਾਂ ਦੇਣ ਲਈ ਬਣਾਇਆ ਗਿਆ ਸਰਕਾਰੀ ਹਸਪਤਾਲ ਖੇਮਕਰਨ ਅੱਜ ਖੁਦ ਬਿਮਾਰ ਪਿਆ ਹੈ। ਹਸਪਤਾਲ ਵਿਚ ਨਾ ਤਾਂ ਪੂਰਾ ਸਟਾਫ਼ ਹੈ ਤੇ ਨਾ ਹੀ ਡਾਕਟਰ, ਜਿਸ ਕਾਰਨ ਮਰੀਜ਼ਾਂ ਨੂੰ ਇਲਾਜ ਲਈ ਦੂਰ-ਦੁਰਾਡੇ ਦੇ ਸ਼ਹਿਰਾਂ ਵਿਚ ਜਾਣਾ ਪੈਂਦਾ ਹੈ। ਇਮਾਰਤ ਦੀ ਹਾਲਤ ਵੀ ਖਸਤਾ ਹੋ ਚੁੱਕੀ ਹੈ ਅਤੇ ਪੀਣ ਵਾਲੇ ਪਾਣੀ ਦੀ ਵੀ ਕੋਈ ਸਹੂਲਤ ਨਹੀਂ ਹੈ। ਇਲਾਕਾ ਵਾਸੀਆਂ ਨੇ ਸਰਕਾਰ ਤੋਂ ਮੰਗ ਕੀਤੀ ਹੈ ਕਿ [258, 440, 336, 494]
lok-masle-tag-bottom: ਮਸਲੇ [34, 229, 65, 247]
